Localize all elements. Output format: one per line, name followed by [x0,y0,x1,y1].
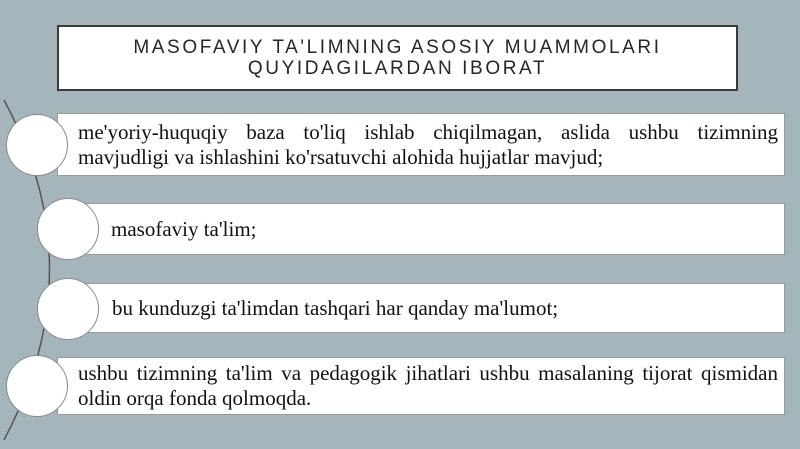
title-line-2: QUYIDAGILARDAN IBORAT [247,58,548,79]
title-line-1: MASOFAVIY TA'LIMNING ASOSIY MUAMMOLARI [133,37,662,58]
list-item-1-box [57,113,785,176]
list-item-2-circle [37,198,99,260]
list-item-3-text: bu kunduzgi ta'limdan tashqari har qanday ma'lumot; [112,295,559,320]
list-item-3-box [67,283,785,333]
list-item-4-box [57,357,785,415]
list-item-4-circle [6,355,68,417]
list-item-1-circle [6,114,68,176]
list-item-2-text: masofaviy ta'lim; [111,216,257,241]
page-title [123,37,671,79]
list-item-4-text: ushbu tizimning ta'lim va pedagogik jihatlari ushbu masalaning tijorat qismidan oldin orqa fonda qolmoqda. [78,361,778,410]
title-box [57,25,738,91]
list-item-2-box [66,203,785,255]
list-item-3-circle [37,278,99,340]
list-item-1-text: me'yoriy-huquqiy baza to'liq ishlab chiqilmagan, aslida ushbu tizimning mavjudligi va ishlashini ko'rsatuvchi alohida hujjatlar mavjud; [78,119,778,169]
